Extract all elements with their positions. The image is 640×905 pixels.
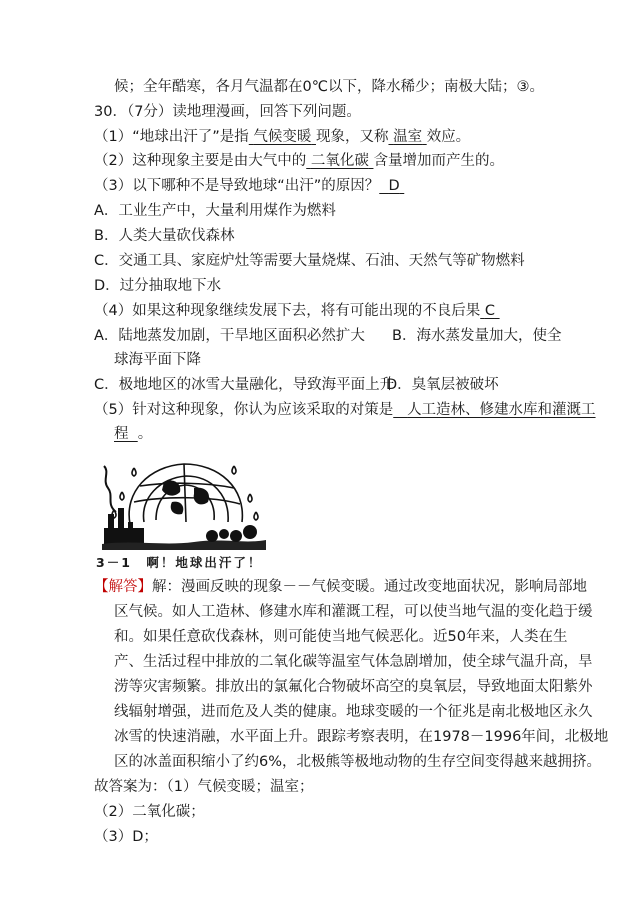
question-30-title: 30．（7分）读地理漫画，回答下列问题。 (94, 104, 361, 120)
analysis-line-4: 产、生活过程中排放的二氧化碳等温室气体急剧增加，使全球气温升高，旱 (114, 654, 593, 670)
analysis-line-7: 冰雪的快速消融，水平面上升。跟踪考察表明，在1978－1996年间，北极地 (114, 729, 609, 745)
part-3-option-b: B．人类大量砍伐森林 (94, 228, 235, 244)
part-4-text: （4）如果这种现象继续发展下去，将有可能出现的不良后果 (94, 303, 481, 319)
analysis-line-8: 区的冰盖面积缩小了约6%，北极熊等极地动物的生存空间变得越来越拥挤。 (114, 754, 602, 770)
part-4-option-b: B．海水蒸发量加大，使全 (392, 328, 562, 344)
part-4-answer: C (484, 303, 495, 319)
part-4-option-c: C．极地地区的冰雪大量融化，导致海平面上升 (94, 377, 395, 393)
analysis-line-3: 和。如果任意砍伐森林，则可能使当地气候恶化。近50年来，人类在生 (114, 629, 568, 645)
answer-line-3: （3）D； (94, 829, 158, 845)
part-3-text: （3）以下哪种不是导致地球“出汗”的原因？ (94, 178, 380, 194)
part-1-answer-2: 温室 (393, 129, 423, 145)
part-3-option-a: A．工业生产中，大量利用煤作为燃料 (94, 203, 336, 219)
part-3-option-c: C．交通工具、家庭炉灶等需要大量烧煤、石油、天然气等矿物燃料 (94, 253, 525, 269)
part-5-answer-end: 程 (114, 426, 129, 442)
part-3-option-d: D．过分抽取地下水 (94, 278, 222, 294)
intro-text: 候；全年酷寒，各月气温都在0℃以下，降水稀少；南极大陆；③。 (114, 79, 545, 95)
question-30-part-2 (94, 151, 504, 171)
part-3-answer: D (388, 178, 400, 194)
analysis-line-2: 区气候。如人工造林、修建水库和灌溉工程，可以使当地气温的变化趋于缓 (114, 604, 593, 620)
sweating-earth-cartoon (94, 452, 272, 552)
part-5-text: （5）针对这种现象，你认为应该采取的对策是 (94, 402, 394, 418)
analysis-label: 【解答】 (94, 579, 152, 595)
part-2-answer: 二氧化碳 (310, 153, 369, 169)
analysis-line-6: 线辐射增强，进而危及人类的健康。地球变暖的一个征兆是南北极地区永久 (114, 704, 593, 720)
factory-smokestacks (104, 508, 144, 544)
part-4-option-d: D．臭氧层被破坏 (386, 377, 499, 393)
question-30-part-3 (94, 176, 404, 196)
part-1-text-a: （1）“地球出汗了”是指 (94, 129, 249, 145)
question-30-part-1 (94, 127, 470, 147)
question-30-part-5 (94, 400, 596, 420)
part-1-answer-1: 气候变暖 (253, 129, 312, 145)
answer-line-1: 故答案为：（1）气候变暖；温室； (94, 779, 314, 795)
answer-line-2: （2）二氧化碳； (94, 804, 205, 820)
part-5-answer: 人工造林、修建水库和灌溉工 (407, 402, 596, 418)
part-2-text-c: 含量增加而产生的。 (373, 153, 504, 169)
part-4-option-a: A．陆地蒸发加剧，干旱地区面积必然扩大 (94, 328, 365, 344)
figure-caption: 3－1 啊！地球出汗了！ (96, 555, 263, 570)
part-1-text-e: 效应。 (426, 129, 471, 145)
part-1-text-c: 现象，又称 (315, 129, 389, 145)
analysis-line-5: 涝等灾害频繁。排放出的氯氟化合物破坏高空的臭氧层，导致地面太阳紫外 (114, 679, 593, 695)
question-30-part-4 (94, 301, 500, 321)
part-5-answer-continued (114, 424, 152, 444)
part-4-option-b-continued: 球海平面下降 (114, 352, 201, 368)
part-2-text-a: （2）这种现象主要是由大气中的 (94, 153, 307, 169)
part-5-period: 。 (137, 426, 153, 442)
analysis-line-1: 【解答】解：漫画反映的现象－－气候变暖。通过改变地面状况，影响局部地 (94, 579, 587, 595)
